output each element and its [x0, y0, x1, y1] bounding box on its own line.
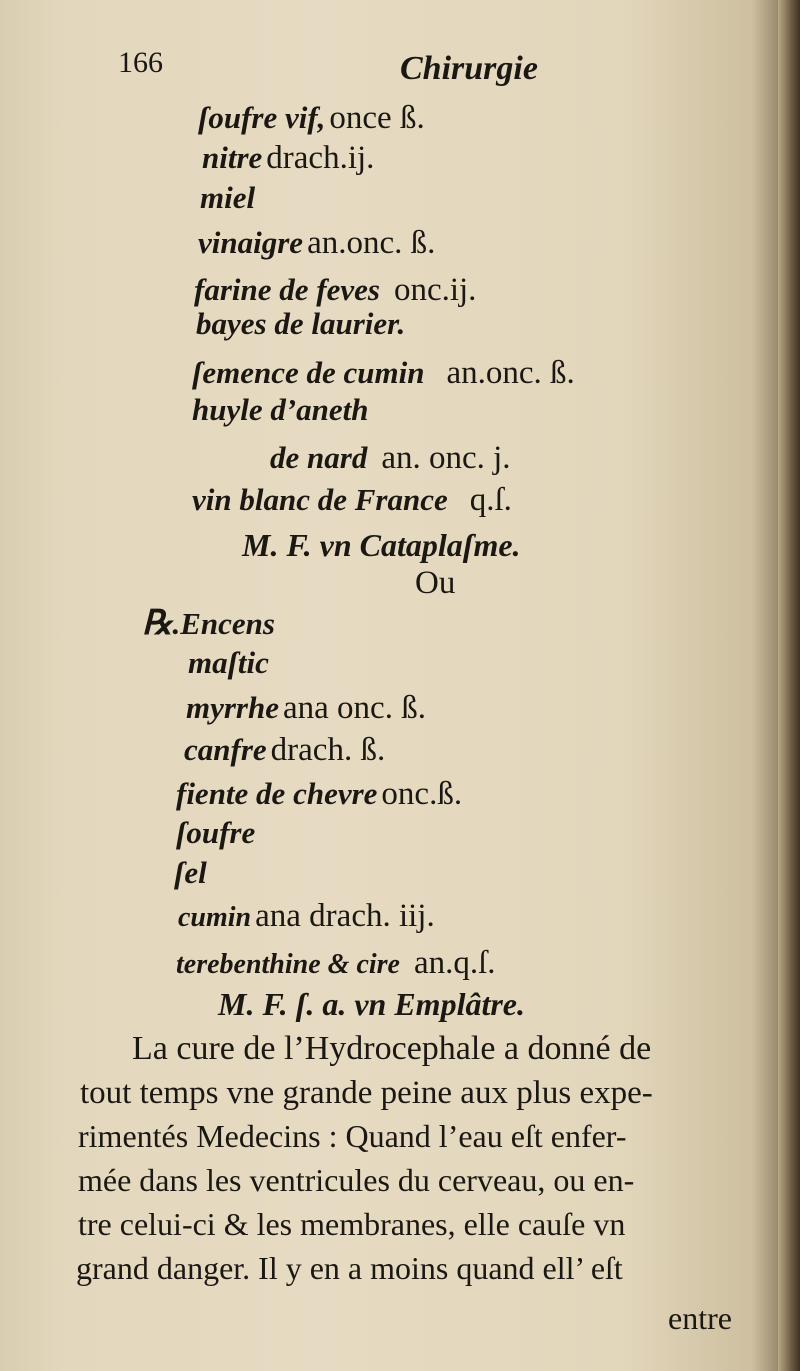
running-title: Chirurgie — [400, 50, 538, 87]
text-line: tre celui-ci & les membranes, elle cauſe vn — [78, 1206, 626, 1242]
recipe-line — [176, 815, 255, 851]
text-line: mée dans les ventricules du cerveau, ou en- — [78, 1162, 635, 1198]
recipe-line — [192, 355, 575, 392]
ingredient: myrrhe — [186, 690, 279, 725]
alternative-separator: Ou — [415, 565, 456, 601]
measure: ana onc. ß. — [283, 690, 426, 726]
page-number: 166 — [118, 46, 163, 79]
ingredient: maſtic — [188, 645, 269, 680]
ingredient: terebenthine & cire — [176, 949, 400, 980]
text-line: La cure de l’Hydrocephale a donné de — [132, 1030, 652, 1067]
measure: once ß. — [329, 100, 425, 136]
measure: an.onc. ß. — [446, 355, 575, 391]
recipe-line — [200, 180, 255, 217]
ingredient: vin blanc de France — [192, 482, 448, 517]
recipe-line — [270, 440, 511, 477]
page-gutter — [778, 0, 800, 1371]
recipe-line — [174, 855, 207, 891]
recipe-line — [194, 272, 476, 309]
recipe-line — [192, 482, 512, 519]
recipe-line — [176, 776, 462, 813]
ingredient: farine de feves — [194, 272, 380, 307]
measure: an.onc. ß. — [307, 225, 436, 261]
recipe-symbol: ℞ — [142, 605, 173, 642]
recipe-directive: M. F. vn Cataplaſme. — [242, 527, 521, 563]
recipe-line — [178, 898, 435, 935]
measure: onc.ß. — [381, 776, 463, 812]
measure: ana drach. iij. — [255, 898, 435, 934]
ingredient: huyle d’aneth — [192, 392, 369, 427]
ingredient: fiente de chevre — [176, 776, 378, 811]
recipe-line — [176, 945, 496, 982]
measure: q.ſ. — [469, 482, 512, 518]
text-line: rimentés Medecins : Quand l’eau eſt enfer- — [78, 1118, 627, 1154]
ingredient: canfre — [184, 732, 267, 767]
ingredient: de nard — [270, 440, 368, 475]
recipe-line — [186, 690, 426, 727]
recipe-line — [184, 732, 385, 769]
ingredient: ſoufre vif, — [198, 100, 326, 135]
text-line: tout temps vne grande peine aux plus expe- — [80, 1075, 653, 1111]
recipe-line — [188, 645, 269, 681]
recipe-line — [142, 603, 275, 643]
measure: drach. ß. — [270, 732, 386, 768]
recipe-line — [198, 225, 435, 262]
measure: an.q.ſ. — [413, 945, 496, 981]
recipe-line — [196, 306, 405, 343]
measure: onc.ij. — [393, 272, 477, 308]
measure: an. onc. j. — [381, 440, 511, 476]
recipe-line — [198, 100, 425, 137]
recipe-directive: M. F. ſ. a. vn Emplâtre. — [218, 986, 525, 1022]
ingredient: miel — [200, 180, 256, 215]
ingredient: .Encens — [172, 606, 275, 641]
recipe-line — [192, 392, 369, 429]
ingredient: vinaigre — [198, 225, 304, 260]
measure: drach.ij. — [266, 140, 375, 176]
catchword: entre — [668, 1300, 732, 1336]
ingredient: nitre — [202, 140, 263, 175]
text-line: grand danger. Il y en a moins quand ell’ eſt — [76, 1250, 623, 1286]
ingredient: ſemence de cumin — [192, 355, 425, 390]
ingredient: ſoufre — [176, 815, 256, 850]
ingredient: ſel — [174, 855, 207, 890]
ingredient: cumin — [178, 902, 252, 933]
recipe-line — [202, 140, 374, 177]
ingredient: bayes de laurier. — [196, 306, 406, 341]
